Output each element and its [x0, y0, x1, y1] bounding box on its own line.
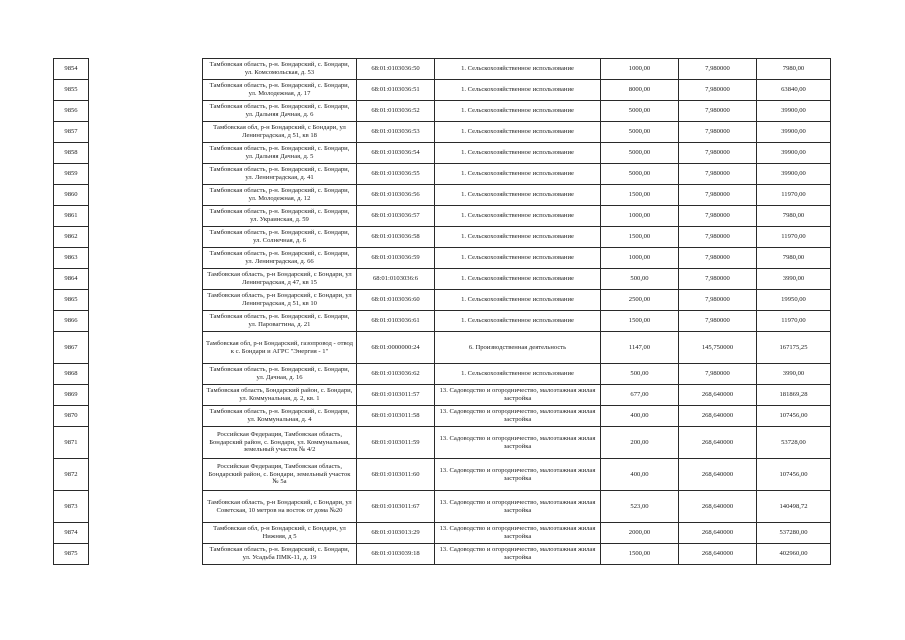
blank-cell — [89, 523, 203, 544]
cadastral-number-cell: 68:01:0103036:60 — [357, 290, 435, 311]
address-cell: Тамбовская область, р-н. Бондарский, с. Бондари, ул. Солнечная, д. 6 — [203, 227, 357, 248]
blank-cell — [89, 544, 203, 565]
cadastral-number-cell: 68:01:0103036:55 — [357, 164, 435, 185]
blank-cell — [89, 385, 203, 406]
land-use-cell: 1. Сельскохозяйственное использование — [435, 364, 601, 385]
land-use-cell: 1. Сельскохозяйственное использование — [435, 248, 601, 269]
row-number-cell: 9873 — [54, 491, 89, 523]
address-cell: Тамбовская обл, р-н Бондарский, газопровод - отвод к с. Бондари и АГРС "Энергия - 1" — [203, 332, 357, 364]
address-cell: Российская Федерация, Тамбовская область, Бондарский район, с. Бондари, ул. Коммунальная, земельный участок № 4/2 — [203, 427, 357, 459]
address-cell: Тамбовская область, р-н. Бондарский, с. Бондари, ул. Усадьба ПМК-11, д. 19 — [203, 544, 357, 565]
land-use-cell: 13. Садоводство и огородничество, малоэтажная жилая застройка — [435, 491, 601, 523]
row-number-cell: 9857 — [54, 122, 89, 143]
table-row — [54, 164, 831, 185]
blank-cell — [89, 248, 203, 269]
cadastral-number-cell: 68:01:0103036:56 — [357, 185, 435, 206]
table-row — [54, 544, 831, 565]
area-cell: 2000,00 — [601, 523, 679, 544]
cadastral-cost-cell: 3990,00 — [757, 269, 831, 290]
cadastral-cost-cell: 3990,00 — [757, 364, 831, 385]
address-cell: Тамбовская область, р-н. Бондарский, с. Бондари, ул. Коммунальная, д. 4 — [203, 406, 357, 427]
specific-value-cell: 268,640000 — [679, 406, 757, 427]
table-row — [54, 143, 831, 164]
land-use-cell: 1. Сельскохозяйственное использование — [435, 164, 601, 185]
address-cell: Тамбовская область, р-н. Бондарский, с. Бондари, ул. Комсомольская, д. 53 — [203, 59, 357, 80]
cadastral-cost-cell: 107456,00 — [757, 406, 831, 427]
address-cell: Тамбовская область, р-н. Бондарский, с. Бондари, ул. Ленинградская, д. 66 — [203, 248, 357, 269]
blank-cell — [89, 311, 203, 332]
area-cell: 1500,00 — [601, 311, 679, 332]
blank-cell — [89, 364, 203, 385]
area-cell: 5000,00 — [601, 143, 679, 164]
blank-cell — [89, 122, 203, 143]
land-plots-table — [53, 58, 831, 565]
area-cell: 5000,00 — [601, 101, 679, 122]
land-use-cell: 13. Садоводство и огородничество, малоэтажная жилая застройка — [435, 523, 601, 544]
table-row — [54, 427, 831, 459]
land-use-cell: 13. Садоводство и огородничество, малоэтажная жилая застройка — [435, 544, 601, 565]
area-cell: 523,00 — [601, 491, 679, 523]
specific-value-cell: 7,980000 — [679, 101, 757, 122]
cadastral-number-cell: 68:01:0103036:61 — [357, 311, 435, 332]
table-row — [54, 311, 831, 332]
land-use-cell: 1. Сельскохозяйственное использование — [435, 290, 601, 311]
specific-value-cell: 268,640000 — [679, 459, 757, 491]
blank-cell — [89, 59, 203, 80]
address-cell: Тамбовская область, р-н. Бондарский, с. Бондари, ул. Украинская, д. 59 — [203, 206, 357, 227]
address-cell: Тамбовская область, р-н. Бондарский, с. Бондари, ул. Ленинградская, д. 41 — [203, 164, 357, 185]
row-number-cell: 9862 — [54, 227, 89, 248]
cadastral-number-cell: 68:01:0103036:53 — [357, 122, 435, 143]
cadastral-cost-cell: 53728,00 — [757, 427, 831, 459]
land-use-cell: 13. Садоводство и огородничество, малоэтажная жилая застройка — [435, 427, 601, 459]
specific-value-cell: 268,640000 — [679, 491, 757, 523]
address-cell: Тамбовская область, р-н. Бондарский, с. Бондари, ул. Молодежная, д. 12 — [203, 185, 357, 206]
specific-value-cell: 145,750000 — [679, 332, 757, 364]
specific-value-cell: 7,980000 — [679, 122, 757, 143]
table-row — [54, 491, 831, 523]
table-row — [54, 206, 831, 227]
cadastral-number-cell: 68:01:0103011:58 — [357, 406, 435, 427]
address-cell: Тамбовская область, Бондарский район, с. Бондари, ул. Коммунальная, д. 2, кв. 1 — [203, 385, 357, 406]
blank-cell — [89, 332, 203, 364]
land-use-cell: 1. Сельскохозяйственное использование — [435, 227, 601, 248]
row-number-cell: 9858 — [54, 143, 89, 164]
area-cell: 5000,00 — [601, 122, 679, 143]
area-cell: 1500,00 — [601, 544, 679, 565]
blank-cell — [89, 80, 203, 101]
area-cell: 500,00 — [601, 364, 679, 385]
cadastral-cost-cell: 107456,00 — [757, 459, 831, 491]
blank-cell — [89, 143, 203, 164]
cadastral-number-cell: 68:01:0103036:62 — [357, 364, 435, 385]
land-use-cell: 13. Садоводство и огородничество, малоэтажная жилая застройка — [435, 459, 601, 491]
row-number-cell: 9863 — [54, 248, 89, 269]
cadastral-cost-cell: 7980,00 — [757, 59, 831, 80]
specific-value-cell: 268,640000 — [679, 544, 757, 565]
specific-value-cell: 7,980000 — [679, 143, 757, 164]
table-row — [54, 269, 831, 290]
cadastral-number-cell: 68:01:0103011:67 — [357, 491, 435, 523]
land-use-cell: 1. Сельскохозяйственное использование — [435, 311, 601, 332]
table-row — [54, 80, 831, 101]
land-use-cell: 1. Сельскохозяйственное использование — [435, 59, 601, 80]
table-row — [54, 523, 831, 544]
cadastral-cost-cell: 11970,00 — [757, 227, 831, 248]
cadastral-cost-cell: 167175,25 — [757, 332, 831, 364]
cadastral-cost-cell: 39900,00 — [757, 164, 831, 185]
cadastral-cost-cell: 7980,00 — [757, 206, 831, 227]
address-cell: Тамбовская обл, р-н Бондарский, с Бондари, ул Ленинградская, д 51, кв 18 — [203, 122, 357, 143]
address-cell: Тамбовская область, р-н. Бондарский, с. Бондари, ул. Молодежная, д. 17 — [203, 80, 357, 101]
land-use-cell: 1. Сельскохозяйственное использование — [435, 101, 601, 122]
cadastral-number-cell: 68:01:0000000:24 — [357, 332, 435, 364]
area-cell: 8000,00 — [601, 80, 679, 101]
row-number-cell: 9866 — [54, 311, 89, 332]
cadastral-number-cell: 68:01:0103011:59 — [357, 427, 435, 459]
blank-cell — [89, 206, 203, 227]
area-cell: 1000,00 — [601, 248, 679, 269]
row-number-cell: 9861 — [54, 206, 89, 227]
specific-value-cell: 7,980000 — [679, 311, 757, 332]
land-use-cell: 1. Сельскохозяйственное использование — [435, 206, 601, 227]
cadastral-number-cell: 68:01:0103036:59 — [357, 248, 435, 269]
cadastral-cost-cell: 7980,00 — [757, 248, 831, 269]
cadastral-cost-cell: 11970,00 — [757, 185, 831, 206]
table-row — [54, 332, 831, 364]
cadastral-number-cell: 68:01:0103036:58 — [357, 227, 435, 248]
blank-cell — [89, 290, 203, 311]
area-cell: 1500,00 — [601, 185, 679, 206]
table-row — [54, 227, 831, 248]
row-number-cell: 9872 — [54, 459, 89, 491]
land-use-cell: 13. Садоводство и огородничество, малоэтажная жилая застройка — [435, 385, 601, 406]
address-cell: Тамбовская область, р-н Бондарский, с Бондари, ул Ленинградская, д 51, кв 10 — [203, 290, 357, 311]
area-cell: 400,00 — [601, 406, 679, 427]
cadastral-cost-cell: 63840,00 — [757, 80, 831, 101]
row-number-cell: 9869 — [54, 385, 89, 406]
area-cell: 500,00 — [601, 269, 679, 290]
area-cell: 1000,00 — [601, 206, 679, 227]
blank-cell — [89, 459, 203, 491]
area-cell: 1147,00 — [601, 332, 679, 364]
area-cell: 200,00 — [601, 427, 679, 459]
address-cell: Тамбовская область, р-н Бондарский, с Бондари, ул Ленинградская, д 47, кв 15 — [203, 269, 357, 290]
cadastral-cost-cell: 39900,00 — [757, 122, 831, 143]
land-use-cell: 6. Производственная деятельность — [435, 332, 601, 364]
blank-cell — [89, 427, 203, 459]
table-row — [54, 101, 831, 122]
address-cell: Российская Федерация, Тамбовская область, Бондарский район, с. Бондари, земельный участок № 5а — [203, 459, 357, 491]
cadastral-cost-cell: 11970,00 — [757, 311, 831, 332]
table-row — [54, 248, 831, 269]
cadastral-cost-cell: 39900,00 — [757, 101, 831, 122]
cadastral-cost-cell: 537280,00 — [757, 523, 831, 544]
address-cell: Тамбовская обл, р-н Бондарский, с Бондари, ул Нижняя, д 5 — [203, 523, 357, 544]
cadastral-cost-cell: 140498,72 — [757, 491, 831, 523]
cadastral-cost-cell: 181869,28 — [757, 385, 831, 406]
cadastral-number-cell: 68:01:0103011:60 — [357, 459, 435, 491]
specific-value-cell: 7,980000 — [679, 227, 757, 248]
row-number-cell: 9855 — [54, 80, 89, 101]
table-body — [54, 59, 831, 565]
row-number-cell: 9856 — [54, 101, 89, 122]
cadastral-number-cell: 68:01:0103011:57 — [357, 385, 435, 406]
specific-value-cell: 7,980000 — [679, 164, 757, 185]
address-cell: Тамбовская область, р-н. Бондарский, с. Бондари, ул. Паровагтина, д. 21 — [203, 311, 357, 332]
blank-cell — [89, 269, 203, 290]
specific-value-cell: 268,640000 — [679, 427, 757, 459]
row-number-cell: 9874 — [54, 523, 89, 544]
table-row — [54, 290, 831, 311]
cadastral-number-cell: 68:01:0103036:51 — [357, 80, 435, 101]
row-number-cell: 9867 — [54, 332, 89, 364]
row-number-cell: 9854 — [54, 59, 89, 80]
table-row — [54, 122, 831, 143]
cadastral-cost-cell: 19950,00 — [757, 290, 831, 311]
cadastral-number-cell: 68:01:0103036:52 — [357, 101, 435, 122]
table-row — [54, 364, 831, 385]
cadastral-number-cell: 68:01:0103013:29 — [357, 523, 435, 544]
specific-value-cell: 7,980000 — [679, 185, 757, 206]
address-cell: Тамбовская область, р-н. Бондарский, с. Бондари, ул. Дальняя Дачная, д. 5 — [203, 143, 357, 164]
address-cell: Тамбовская область, р-н Бондарский, с Бондари, ул Советская, 10 метров на восток от дома №20 — [203, 491, 357, 523]
area-cell: 2500,00 — [601, 290, 679, 311]
address-cell: Тамбовская область, р-н. Бондарский, с. Бондари, ул. Дачная, д. 16 — [203, 364, 357, 385]
area-cell: 1500,00 — [601, 227, 679, 248]
specific-value-cell: 268,640000 — [679, 523, 757, 544]
specific-value-cell: 7,980000 — [679, 80, 757, 101]
table-row — [54, 385, 831, 406]
table-row — [54, 59, 831, 80]
cadastral-number-cell: 68:01:0103036:57 — [357, 206, 435, 227]
specific-value-cell: 268,640000 — [679, 385, 757, 406]
address-cell: Тамбовская область, р-н. Бондарский, с. Бондари, ул. Дальняя Дачная, д. 6 — [203, 101, 357, 122]
specific-value-cell: 7,980000 — [679, 248, 757, 269]
blank-cell — [89, 101, 203, 122]
specific-value-cell: 7,980000 — [679, 269, 757, 290]
specific-value-cell: 7,980000 — [679, 364, 757, 385]
row-number-cell: 9871 — [54, 427, 89, 459]
table-row — [54, 185, 831, 206]
specific-value-cell: 7,980000 — [679, 290, 757, 311]
specific-value-cell: 7,980000 — [679, 59, 757, 80]
land-use-cell: 1. Сельскохозяйственное использование — [435, 185, 601, 206]
row-number-cell: 9865 — [54, 290, 89, 311]
land-use-cell: 1. Сельскохозяйственное использование — [435, 122, 601, 143]
blank-cell — [89, 185, 203, 206]
cadastral-number-cell: 68:01:0103036:50 — [357, 59, 435, 80]
cadastral-cost-cell: 402960,00 — [757, 544, 831, 565]
blank-cell — [89, 491, 203, 523]
cadastral-number-cell: 68:01:0103039:18 — [357, 544, 435, 565]
blank-cell — [89, 164, 203, 185]
cadastral-number-cell: 68:01:0103036:6 — [357, 269, 435, 290]
land-use-cell: 1. Сельскохозяйственное использование — [435, 143, 601, 164]
area-cell: 400,00 — [601, 459, 679, 491]
row-number-cell: 9868 — [54, 364, 89, 385]
cadastral-cost-cell: 39900,00 — [757, 143, 831, 164]
land-use-cell: 1. Сельскохозяйственное использование — [435, 269, 601, 290]
blank-cell — [89, 227, 203, 248]
row-number-cell: 9859 — [54, 164, 89, 185]
area-cell: 5000,00 — [601, 164, 679, 185]
specific-value-cell: 7,980000 — [679, 206, 757, 227]
row-number-cell: 9860 — [54, 185, 89, 206]
table-row — [54, 406, 831, 427]
row-number-cell: 9870 — [54, 406, 89, 427]
row-number-cell: 9864 — [54, 269, 89, 290]
area-cell: 1000,00 — [601, 59, 679, 80]
area-cell: 677,00 — [601, 385, 679, 406]
land-use-cell: 1. Сельскохозяйственное использование — [435, 80, 601, 101]
blank-cell — [89, 406, 203, 427]
row-number-cell: 9875 — [54, 544, 89, 565]
cadastral-number-cell: 68:01:0103036:54 — [357, 143, 435, 164]
table-row — [54, 459, 831, 491]
land-use-cell: 13. Садоводство и огородничество, малоэтажная жилая застройка — [435, 406, 601, 427]
